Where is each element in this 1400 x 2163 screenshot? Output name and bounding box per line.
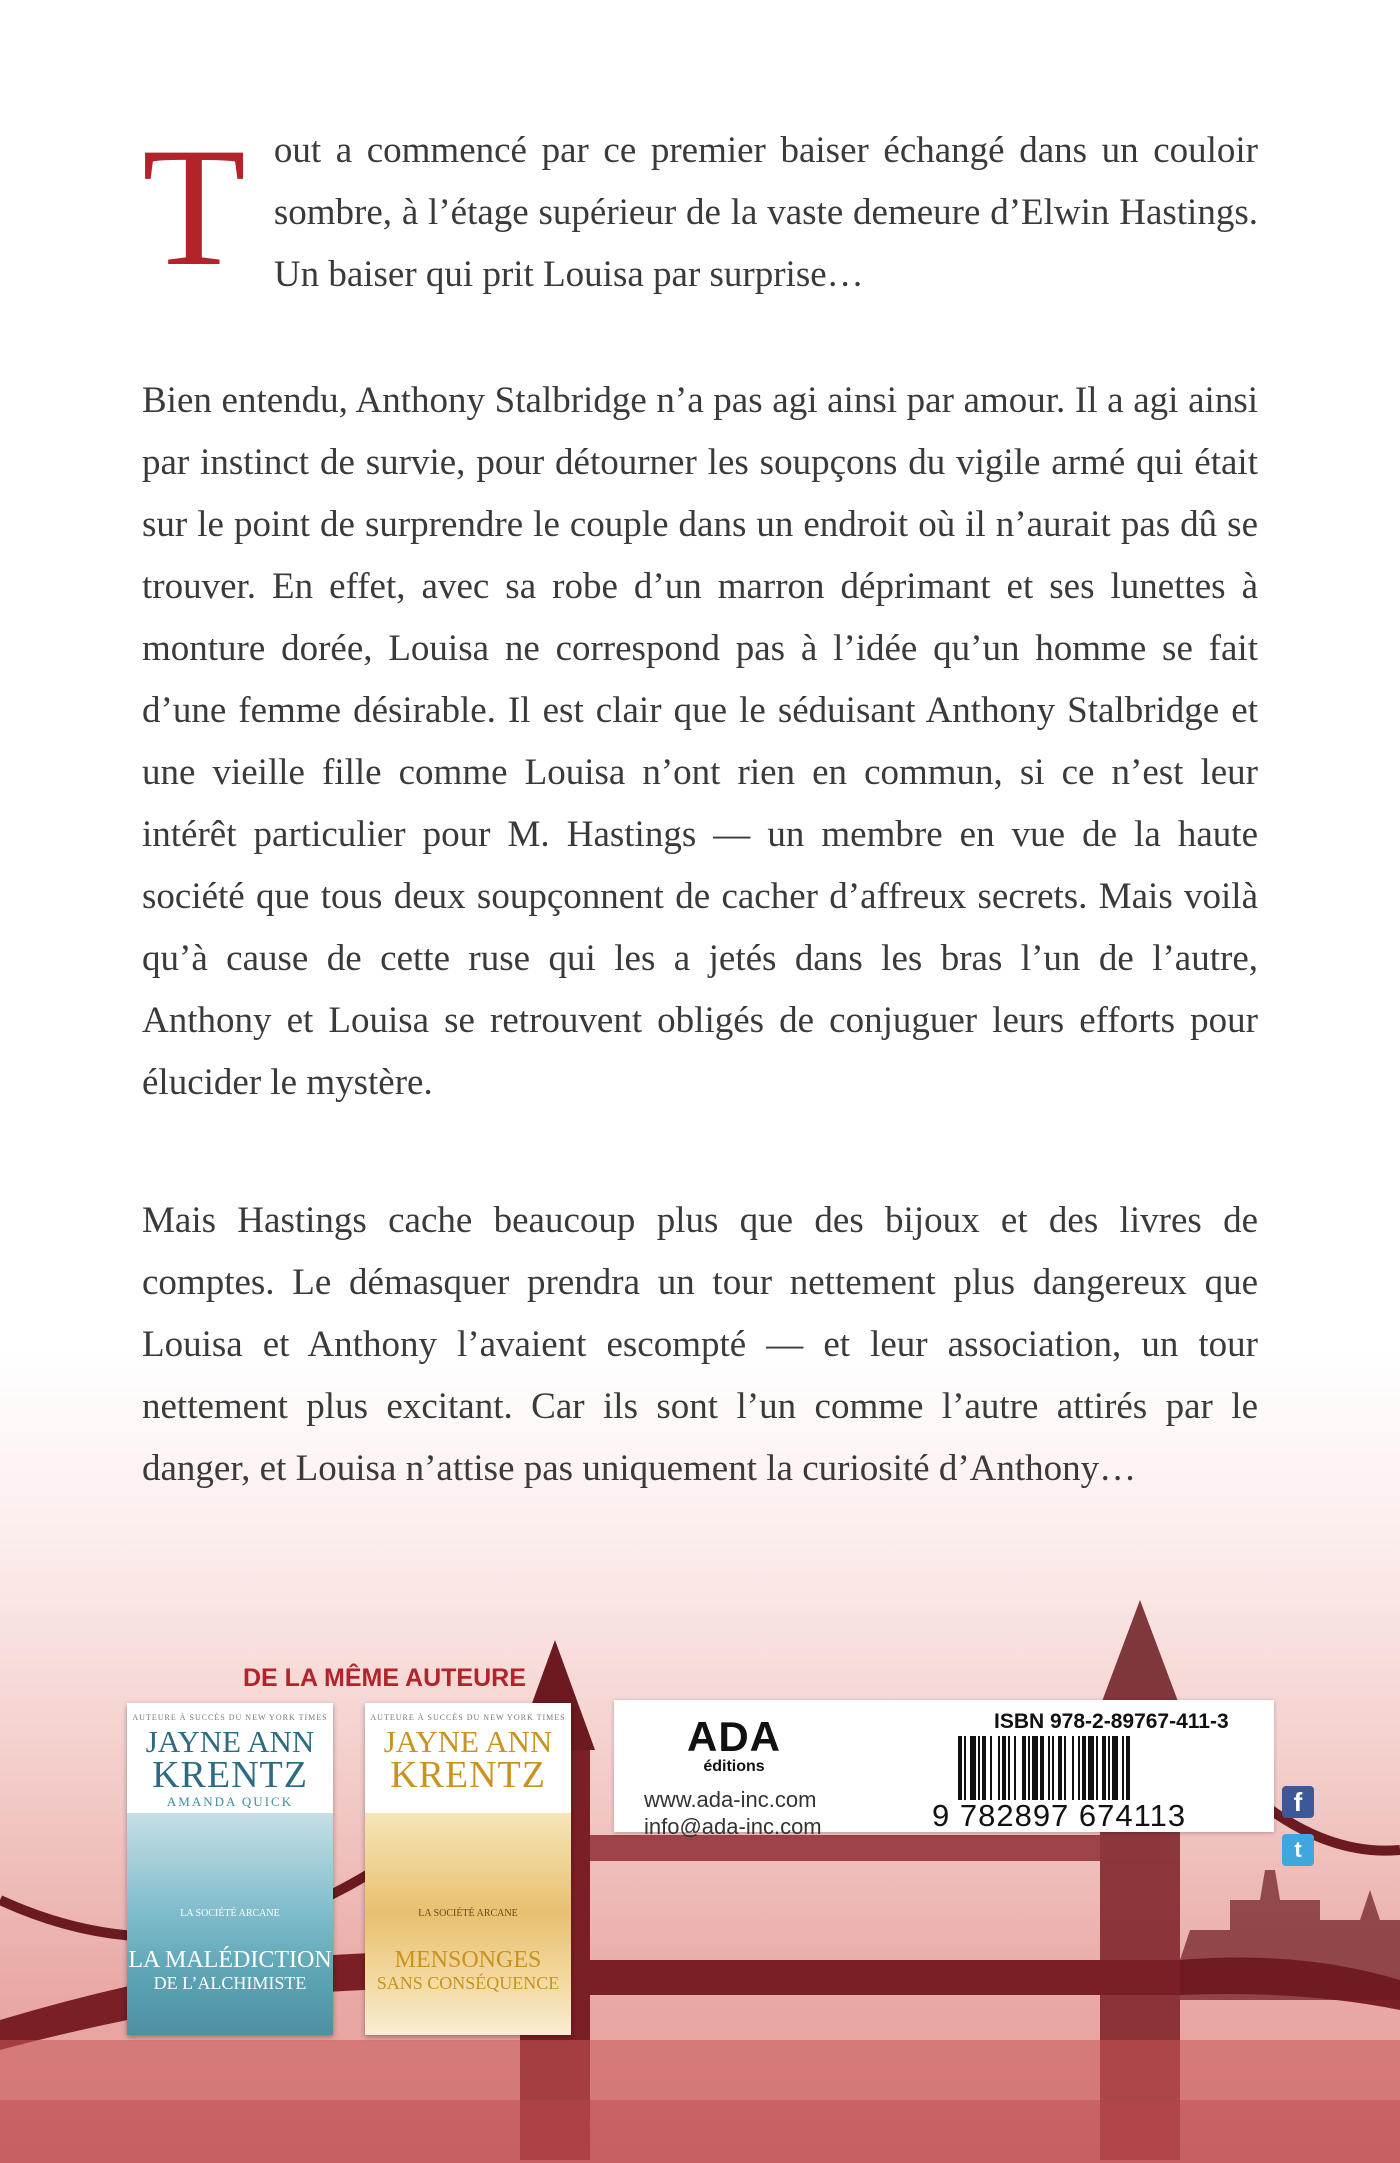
publisher-email[interactable]: info@ada-inc.com xyxy=(644,1814,822,1839)
barcode-bar xyxy=(1126,1736,1130,1800)
barcode-bar xyxy=(1108,1736,1110,1800)
publisher-website[interactable]: www.ada-inc.com xyxy=(644,1787,817,1812)
book-author-last: KRENTZ xyxy=(390,1754,546,1796)
barcode xyxy=(956,1736,1244,1800)
barcode-bar xyxy=(1008,1736,1010,1800)
barcode-bar xyxy=(1102,1736,1106,1800)
barcode-bar xyxy=(982,1736,986,1800)
barcode-bar xyxy=(970,1736,976,1800)
barcode-bar xyxy=(1058,1736,1062,1800)
barcode-bar xyxy=(1122,1736,1124,1800)
book-cover-malediction[interactable] xyxy=(127,1703,333,2035)
book-tagline: AUTEURE À SUCCÈS DU NEW YORK TIMES xyxy=(132,1713,328,1722)
publisher-contact xyxy=(644,1786,822,1840)
book-coauthor: AMANDA QUICK xyxy=(166,1794,294,1809)
book-cover-header xyxy=(365,1703,571,1796)
book-cover-mensonges[interactable] xyxy=(365,1703,571,2035)
barcode-bar xyxy=(1002,1736,1006,1800)
barcode-bar xyxy=(1078,1736,1080,1800)
same-author-label: DE LA MÊME AUTEURE xyxy=(243,1664,526,1692)
barcode-bar xyxy=(1096,1736,1098,1800)
book-author-first: JAYNE ANN xyxy=(383,1724,553,1759)
book-title-line2: DE L’ALCHIMISTE xyxy=(153,1973,307,1993)
barcode-bar xyxy=(1082,1736,1086,1800)
book-author-first: JAYNE ANN xyxy=(145,1724,315,1759)
barcode-bar xyxy=(998,1736,1000,1800)
city-skyline xyxy=(1180,1870,1400,2000)
blurb-paragraph-2: Bien entendu, Anthony Stalbridge n’a pas agi ainsi par amour. Il a agi ainsi par instinct de survie, pour détourner les soupçons du vigile armé qui était sur le point de surprendre le couple dans un endroit où il n’aurait pas dû se trouver. En effet, avec sa robe d’un marron déprimant et ses lunettes à monture dorée, Louisa ne correspond pas à l’idée qu’un homme se fait d’une femme désirable. Il est clair que le séduisant Anthony Stalbridge et une vieille fille comme Louisa n’ont rien en commun, si ce n’est leur intérêt particulier pour M. Hastings — un membre en vue de la haute société que tous deux soupçonnent de cacher d’affreux secrets. Mais voilà qu’à cause de cette ruse qui les a jetés dans les bras l’un de l’autre, Anthony et Louisa se retrouvent obligés de conjuguer leurs efforts pour élucider le mystère. xyxy=(142,380,1258,1103)
barcode-bar xyxy=(964,1736,966,1800)
river-water-dark xyxy=(0,2100,1400,2163)
barcode-bar xyxy=(1052,1736,1054,1800)
barcode-bar xyxy=(1088,1736,1094,1800)
book-title-line1: MENSONGES xyxy=(394,1947,542,1973)
isbn-label: ISBN 978-2-89767-411-3 xyxy=(994,1710,1229,1733)
book-author-last: KRENTZ xyxy=(152,1754,308,1796)
book-tagline: AUTEURE À SUCCÈS DU NEW YORK TIMES xyxy=(370,1713,566,1722)
barcode-number: 9 782897 674113 xyxy=(932,1798,1187,1833)
barcode-bar xyxy=(978,1736,980,1800)
barcode-bar xyxy=(1014,1736,1016,1800)
barcode-bar xyxy=(1032,1736,1038,1800)
twitter-icon[interactable]: t xyxy=(1282,1834,1314,1866)
barcode-bar xyxy=(958,1736,962,1800)
blurb-paragraph-1-text: out a commencé par ce premier baiser échangé dans un couloir sombre, à l’étage supérieur de la vaste demeure d’Elwin Hastings. Un baiser qui prit Louisa par surprise… xyxy=(273,130,1258,295)
book-series: LA SOCIÉTÉ ARCANE xyxy=(180,1908,280,1919)
publisher-logo xyxy=(684,1713,784,1776)
barcode-bar xyxy=(1112,1736,1118,1800)
book-cover-header xyxy=(127,1703,333,1810)
barcode-bar xyxy=(990,1736,992,1800)
publisher-box xyxy=(614,1700,1274,1839)
book-title-line2: SANS CONSÉQUENCE xyxy=(376,1973,560,1993)
barcode-bar xyxy=(1022,1736,1026,1800)
blurb-paragraph-3: Mais Hastings cache beaucoup plus que des bijoux et des livres de comptes. Le démasquer prendra un tour nettement plus dangereux que Louisa et Anthony l’avaient escompté — et leur association, un tour nettement plus excitant. Car ils sont l’un comme l’autre attirés par le danger, et Louisa n’attise pas uniquement la curiosité d’Anthony… xyxy=(142,1200,1258,1489)
publisher-logo-text: ADA xyxy=(687,1713,781,1760)
barcode-bar xyxy=(1064,1736,1066,1800)
book-series: LA SOCIÉTÉ ARCANE xyxy=(418,1908,518,1919)
facebook-icon[interactable]: f xyxy=(1282,1786,1314,1818)
book-title-line1: LA MALÉDICTION xyxy=(128,1947,332,1973)
barcode-bar xyxy=(1028,1736,1030,1800)
barcode-bar xyxy=(1040,1736,1044,1800)
book-cover-art xyxy=(127,1813,333,2035)
barcode-bar xyxy=(1072,1736,1074,1800)
drop-cap: T xyxy=(142,113,246,301)
barcode-bar xyxy=(1048,1736,1050,1800)
book-cover-art xyxy=(365,1813,571,2035)
blurb-paragraph-1 xyxy=(142,113,1258,306)
publisher-logo-subtitle: éditions xyxy=(703,1758,765,1775)
